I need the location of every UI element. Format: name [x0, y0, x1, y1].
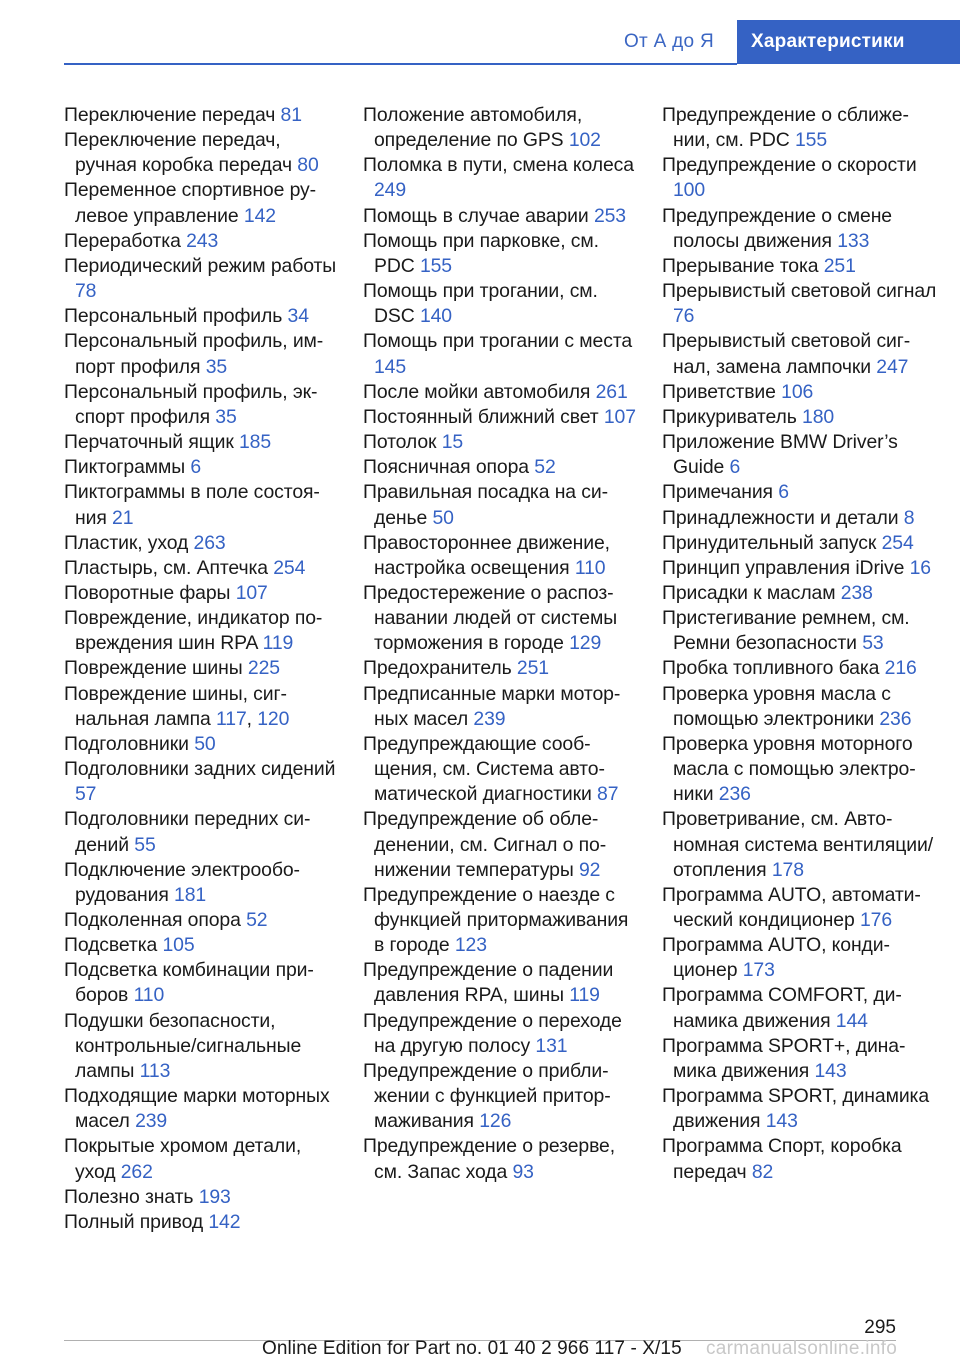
index-entry [363, 380, 638, 405]
page-link[interactable]: 216 [884, 657, 917, 680]
index-term: Перчаточный ящик [64, 431, 234, 454]
index-entry [662, 1134, 937, 1184]
page-link[interactable]: 239 [473, 707, 506, 730]
index-term: Прерывистый световой сигнал, замена лампочки [662, 330, 911, 378]
index-entry [64, 329, 339, 379]
page-link[interactable]: 254 [273, 556, 306, 579]
index-entry [64, 757, 339, 807]
page-link[interactable]: 180 [802, 405, 835, 428]
page-link[interactable]: 236 [718, 783, 751, 806]
index-term: Постоянный ближний свет [363, 405, 599, 428]
index-entry [363, 229, 638, 279]
page-link[interactable]: 57 [75, 783, 97, 806]
page-link[interactable]: 120 [257, 707, 290, 730]
index-entry [363, 958, 638, 1008]
index-entry [363, 656, 638, 681]
page-link[interactable]: 105 [162, 934, 195, 957]
page-link[interactable]: 76 [673, 305, 695, 328]
index-term: Пиктограммы [64, 456, 186, 479]
page-link[interactable]: 6 [778, 481, 789, 504]
index-term: Подсветка комбинации приборов [64, 959, 314, 1007]
index-term: Присадки к маслам [662, 581, 836, 604]
page-link[interactable]: 106 [781, 380, 814, 403]
page-link[interactable]: 55 [134, 833, 156, 856]
index-term: Программа COMFORT, динамика движения [662, 984, 902, 1032]
page-link[interactable]: 155 [419, 254, 452, 277]
page-link[interactable]: 110 [133, 984, 165, 1007]
page-link[interactable]: 143 [814, 1059, 847, 1082]
index-entry [64, 933, 339, 958]
index-entry [64, 1134, 339, 1184]
index-entry [64, 430, 339, 455]
index-term: Предписанные марки моторных масел [363, 682, 621, 730]
index-term: Полезно знать [64, 1185, 194, 1208]
index-term: Принудительный запуск [662, 531, 877, 554]
page-link[interactable]: 238 [840, 581, 873, 604]
index-entry [363, 430, 638, 455]
index-term: Предупреждение об обледенении, см. Сигнал о понижении температуры [363, 808, 607, 881]
watermark: carmanualsonline.info [706, 1338, 898, 1359]
index-term: Повреждение шины, сигнальная лампа [64, 682, 287, 730]
index-entry [662, 405, 937, 430]
index-term: Потолок [363, 431, 437, 454]
index-term: Принадлежности и детали [662, 506, 899, 529]
index-term: Программа AUTO, автоматический кондиционер [662, 883, 921, 931]
page-link[interactable]: 15 [441, 431, 464, 454]
index-entry [662, 732, 937, 807]
page-link[interactable]: 92 [578, 858, 601, 881]
page-link[interactable]: 261 [595, 380, 628, 403]
index-term: Помощь в случае аварии [363, 204, 589, 227]
index-term: Персональный профиль [64, 305, 283, 328]
page-link[interactable]: 21 [112, 506, 134, 529]
page-link[interactable]: 117 [216, 707, 247, 730]
index-entry [64, 656, 339, 681]
index-term: Поломка в пути, смена колеса [363, 154, 634, 177]
index-entry [662, 656, 937, 681]
index-entry [64, 908, 339, 933]
index-entry [64, 1009, 339, 1084]
index-term: Помощь при трогании, см. DSC [363, 280, 598, 328]
page-link[interactable]: 53 [862, 632, 884, 655]
page-link[interactable]: 34 [287, 305, 309, 328]
page-link[interactable]: 143 [765, 1110, 798, 1133]
index-term: Переработка [64, 229, 181, 252]
page-link[interactable]: 140 [419, 305, 452, 328]
index-entry [662, 103, 937, 153]
index-entry [64, 1084, 339, 1134]
index-entry [363, 204, 638, 229]
index-entry [64, 606, 339, 656]
index-term: Прерывистый световой сигнал [662, 280, 937, 303]
index-term: Предостережение о распознавании людей от системы торможения в городе [363, 581, 618, 655]
page-link[interactable]: 119 [262, 632, 294, 655]
index-term: Прикуриватель [662, 405, 797, 428]
index-term: Подсветка [64, 934, 158, 957]
page-link[interactable]: 78 [75, 280, 97, 303]
index-entry [662, 883, 937, 933]
section-title: Характеристики [737, 20, 960, 64]
page-link[interactable]: 145 [374, 355, 407, 378]
index-term: Помощь при трогании с места [363, 330, 633, 353]
page-link[interactable]: 16 [909, 556, 931, 579]
index-term: Принцип управления iDrive [662, 556, 905, 579]
index-term: Поворотные фары [64, 581, 231, 604]
index-entry [363, 682, 638, 732]
page-link[interactable]: 93 [512, 1160, 534, 1183]
index-term: Переключение передач, ручная коробка передач [64, 129, 292, 177]
page-link[interactable]: 113 [139, 1059, 171, 1082]
index-term: Подколенная опора [64, 909, 241, 931]
index-term: Переменное спортивное рулевое управление [64, 179, 317, 227]
index-entry [662, 606, 937, 656]
index-term: Предупреждение о приближении с функцией притормаживания [363, 1059, 611, 1133]
index-term: Правильная посадка на сиденье [363, 481, 609, 529]
index-term: Предупреждение о наезде с функцией притормаживания в городе [363, 883, 629, 957]
page-link[interactable]: 129 [569, 632, 602, 655]
index-entry [363, 581, 638, 656]
page-link[interactable]: 87 [597, 783, 619, 806]
index-term: Проверка уровня масла с помощью электроники [662, 682, 891, 730]
index-entry [363, 103, 638, 153]
index-term: Пробка топливного бака [662, 657, 880, 680]
index-entry [363, 405, 638, 430]
index-term: Переключение передач [64, 104, 276, 126]
index-entry [363, 531, 638, 581]
index-term: Повреждение, индикатор повреждения шин RPA [64, 607, 323, 655]
index-term: Приложение BMW Driver’s Guide [662, 431, 898, 479]
edition-note: Online Edition for Part no. 01 40 2 966 117 - X/15 [262, 1338, 682, 1359]
index-term: Пиктограммы в поле состояния [64, 481, 320, 529]
page-link[interactable]: 262 [120, 1160, 153, 1183]
page-link[interactable]: 107 [235, 581, 268, 604]
index-entry [64, 556, 339, 581]
alphabetical-index [64, 103, 944, 1263]
index-term: Подушки безопасности, контрольные/сигнальные лампы [64, 1009, 302, 1082]
page-link[interactable]: 131 [535, 1034, 568, 1057]
page-link[interactable]: 236 [879, 707, 912, 730]
index-entry [363, 1134, 638, 1184]
index-entry [64, 958, 339, 1008]
page-header [0, 20, 960, 64]
index-entry [363, 279, 638, 329]
index-entry [363, 153, 638, 203]
index-term: Проверка уровня моторного масла с помощью электроники [662, 732, 916, 806]
index-term: Предохранитель [363, 657, 512, 680]
index-term: После мойки автомобиля [363, 380, 591, 403]
page-link[interactable]: 185 [239, 431, 272, 454]
index-entry [64, 480, 339, 530]
index-term: Подключение электрооборудования [64, 858, 300, 906]
index-entry [662, 1034, 937, 1084]
page-link[interactable]: 253 [593, 204, 626, 227]
page-link[interactable]: 181 [174, 883, 207, 906]
index-entry [662, 581, 937, 606]
index-term: Предупреждение о скорости [662, 154, 917, 177]
page-link[interactable]: 82 [751, 1160, 774, 1183]
page-link[interactable]: 249 [374, 179, 407, 202]
index-term: Предупреждение о падении давления RPA, шины [363, 959, 614, 1007]
page-link[interactable]: 119 [569, 984, 600, 1007]
index-entry [363, 329, 638, 379]
page-link[interactable]: 52 [246, 909, 268, 931]
index-entry [64, 380, 339, 430]
index-entry [662, 254, 937, 279]
page-link[interactable]: 155 [794, 129, 828, 152]
index-term: Программа SPORT, динамика движения [662, 1085, 930, 1133]
page-link[interactable]: 52 [534, 456, 556, 479]
index-term: Программа Спорт, коробка передач [662, 1135, 902, 1183]
index-column-3 [662, 103, 937, 1185]
index-term: Персональный профиль, импорт профиля [64, 330, 324, 378]
index-entry [64, 531, 339, 556]
page-link[interactable]: 142 [208, 1210, 241, 1233]
page-link[interactable]: 100 [673, 179, 706, 202]
index-term: Предупреждение о переходе на другую полосу [363, 1009, 622, 1057]
page-link[interactable]: 243 [186, 229, 219, 252]
index-entry [64, 455, 339, 480]
index-entry [64, 304, 339, 329]
index-term: Повреждение шины [64, 657, 243, 680]
index-entry [64, 178, 339, 228]
index-entry [64, 229, 339, 254]
index-term: Предупреждающие сообщения, см. Система автоматической диагностики [363, 732, 605, 806]
index-term: Положение автомобиля, определение по GPS [363, 104, 583, 152]
index-entry [64, 581, 339, 606]
page-link[interactable]: 263 [193, 531, 226, 554]
index-entry [363, 732, 638, 807]
index-entry [662, 430, 937, 480]
index-entry [64, 682, 339, 732]
index-entry [64, 128, 339, 178]
index-entry [662, 204, 937, 254]
index-entry [662, 682, 937, 732]
page-link[interactable]: 239 [135, 1110, 168, 1133]
page-link[interactable]: 144 [835, 1009, 868, 1032]
index-term: Предупреждение о смене полосы движения [662, 204, 892, 252]
index-term: Подголовники [64, 732, 189, 755]
page-link[interactable]: 35 [215, 405, 237, 428]
index-term: Правостороннее движение, настройка освещения [363, 531, 610, 579]
index-term: Примечания [662, 481, 773, 504]
index-entry [64, 858, 339, 908]
index-term: Полный привод [64, 1210, 204, 1233]
page-link[interactable]: 251 [516, 657, 549, 680]
page-number: 295 [864, 1317, 896, 1338]
index-entry [662, 480, 937, 505]
index-entry [662, 380, 937, 405]
index-entry [363, 883, 638, 958]
index-term: Пластик, уход [64, 531, 189, 554]
index-term: Приветствие [662, 380, 776, 403]
index-term: Покрытые хромом детали, уход [64, 1135, 302, 1183]
page-link[interactable]: 35 [205, 355, 228, 378]
page-link[interactable]: 50 [194, 732, 216, 755]
index-term: Предупреждение о резерве, см. Запас хода [363, 1135, 616, 1183]
page-link[interactable]: 126 [479, 1110, 512, 1133]
index-entry [662, 531, 937, 556]
index-entry [662, 506, 937, 531]
page-link[interactable]: 123 [454, 934, 487, 957]
index-term: Программа AUTO, кондиционер [662, 934, 890, 982]
index-entry [64, 254, 339, 304]
index-entry [64, 807, 339, 857]
index-term: Предупреждение о сближении, см. PDC [662, 104, 909, 152]
index-entry [363, 1009, 638, 1059]
header-divider [64, 63, 737, 65]
index-term: Подголовники задних сидений [64, 758, 336, 781]
page-link[interactable]: 8 [903, 506, 915, 529]
page-link[interactable]: 133 [837, 229, 870, 252]
index-entry [64, 1185, 339, 1210]
index-entry [662, 933, 937, 983]
index-entry [363, 480, 638, 530]
page-link[interactable]: 107 [603, 405, 636, 428]
page-link[interactable]: 81 [280, 104, 302, 126]
index-term: Персональный профиль, экспорт профиля [64, 380, 318, 428]
index-entry [64, 732, 339, 757]
page-link[interactable]: 102 [568, 129, 601, 152]
index-term: Программа SPORT+, динамика движения [662, 1034, 906, 1082]
index-entry [662, 279, 937, 329]
index-term: Помощь при парковке, см. PDC [363, 229, 599, 277]
breadcrumb-a-to-z[interactable]: От А до Я [623, 31, 715, 52]
index-entry [662, 983, 937, 1033]
index-term: Пластырь, см. Аптечка [64, 556, 268, 579]
page-link[interactable]: 251 [823, 254, 856, 277]
page-link[interactable]: 176 [859, 909, 893, 931]
page-link[interactable]: 225 [247, 657, 280, 680]
index-entry [662, 556, 937, 581]
page-separator: , [246, 707, 252, 730]
index-term: Подголовники передних сидений [64, 808, 311, 856]
index-entry [363, 807, 638, 882]
index-column-2 [363, 103, 638, 1185]
index-entry [662, 329, 937, 379]
index-term: Прерывание тока [662, 254, 819, 277]
index-term: Поясничная опора [363, 456, 529, 479]
index-entry [662, 1084, 937, 1134]
page-link[interactable]: 178 [771, 858, 804, 881]
page-link[interactable]: 80 [297, 154, 319, 177]
page-link[interactable]: 142 [243, 204, 276, 227]
page-link[interactable]: 6 [190, 456, 202, 479]
index-entry [662, 153, 937, 203]
page-link[interactable]: 254 [881, 531, 914, 554]
index-entry [662, 807, 937, 882]
page-link[interactable]: 110 [574, 556, 606, 579]
page-link[interactable]: 247 [876, 355, 909, 378]
page-link[interactable]: 193 [198, 1185, 231, 1208]
index-term: Пристегивание ремнем, см. Ремни безопасности [662, 607, 910, 655]
page-link[interactable]: 173 [742, 959, 775, 982]
index-entry [64, 103, 339, 128]
page-link[interactable]: 6 [729, 456, 741, 479]
index-entry [64, 1210, 339, 1235]
index-entry [363, 455, 638, 480]
page-link[interactable]: 50 [432, 506, 454, 529]
index-term: Проветривание, см. Автономная система вентиляции/отопления [662, 808, 934, 881]
index-term: Периодический режим работы [64, 254, 337, 277]
index-column-1 [64, 103, 339, 1235]
index-term: Подходящие марки моторных масел [64, 1085, 330, 1133]
index-entry [363, 1059, 638, 1134]
